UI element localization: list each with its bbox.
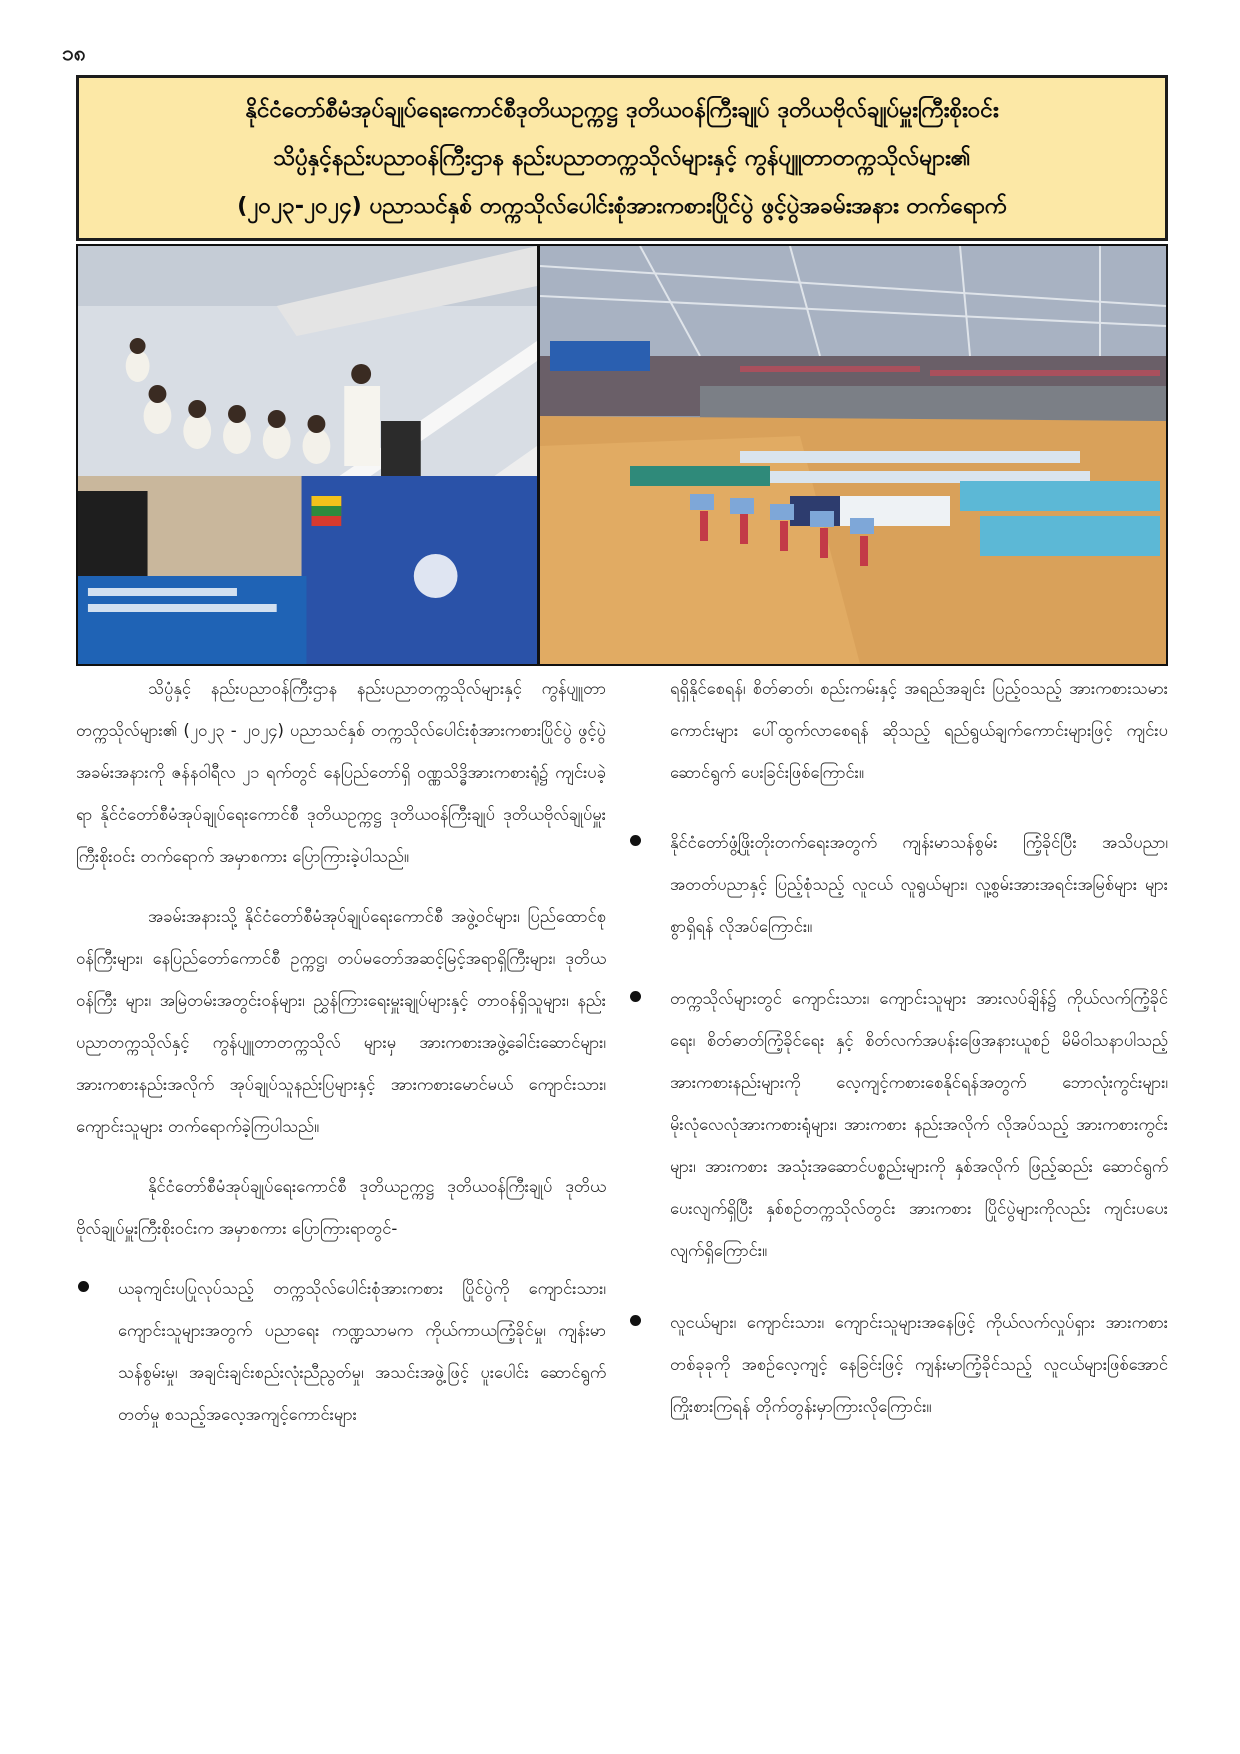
intro-paragraph: သိပ္ပံနှင့် နည်းပညာဝန်ကြီးဌာန နည်းပညာတက္ကသိုလ်များနှင့် ကွန်ပျူတာ တက္ကသိုလ်များ၏ (၂၀၂၃ - ၂၀၂၄) ပညာသင်နှစ် တက္ကသိုလ်ပေါင်းစုံအားကစားပြိုင်ပွဲ ဖွင့်ပွဲအခမ်းအနားကို ဇန်နဝါရီလ ၂၁ ရက်တွင် နေပြည်တော်ရှိ ဝဏ္ဏသိဒ္ဓိအားကစားရုံ၌ ကျင်းပခဲ့ရာ နိုင်ငံတော်စီမံအုပ်ချုပ်ရေးကောင်စီ ဒုတိယဥက္ကဋ္ဌ ဒုတိယဝန်ကြီးချုပ် ဒုတိယဗိုလ်ချုပ်မှူးကြီးစိုးဝင်း တက်ရောက် အမှာစကား ပြောကြားခဲ့ပါသည်။ <box>76 679 606 866</box>
speech-point-1 <box>76 1268 606 1436</box>
speech-point-2-text: နိုင်ငံတော်ဖွံ့ဖြိုးတိုးတက်ရေးအတွက် ကျန်းမာသန်စွမ်း ကြံ့ခိုင်ပြီး အသိပညာ၊ အတတ်ပညာနှင့် ပြည့်စုံသည့် လူငယ် လူရွယ်များ၊ လူ့စွမ်းအားအရင်းအမြစ်များ များစွာရှိရန် လိုအပ်ကြောင်း။ <box>670 833 1168 936</box>
speech-point-3 <box>628 978 1168 1272</box>
bullet-icon <box>630 1315 641 1326</box>
headline-box <box>76 75 1168 241</box>
opening-speech-podium-photo <box>78 246 540 664</box>
speech-point-4-text: လူငယ်များ၊ ကျောင်းသား၊ ကျောင်းသူများအနေဖြင့် ကိုယ်လက်လှုပ်ရှား အားကစားတစ်ခုခုကို အစဉ်လေ့ကျင့် နေခြင်းဖြင့် ကျန်းမာကြံ့ခိုင်သည့် လူငယ်များဖြစ်အောင် ကြိုးစားကြရန် တိုက်တွန်းမှာကြားလိုကြောင်း။ <box>670 1313 1168 1416</box>
stadium-scene-illustration <box>540 246 1166 664</box>
bullet-icon <box>630 835 641 846</box>
page-number: ၁၈ <box>62 41 86 65</box>
bullet-icon <box>630 991 641 1002</box>
photo-strip <box>76 244 1168 666</box>
bullet-icon <box>78 1281 89 1292</box>
headline-line-3: (၂၀၂၃-၂၀၂၄) ပညာသင်နှစ် တက္ကသိုလ်ပေါင်းစုံအားကစားပြိုင်ပွဲ ဖွင့်ပွဲအခမ်းအနား တက်ရောက် <box>237 193 1007 219</box>
speech-point-1-continuation: ရရှိနိုင်စေရန်၊ စိတ်ဓာတ်၊ စည်းကမ်းနှင့် အရည်အချင်း ပြည့်ဝသည့် အားကစားသမားကောင်းများ ပေါ်ထွက်လာစေရန် ဆိုသည့် ရည်ရွယ်ချက်ကောင်းများဖြင့် ကျင်းပဆောင်ရွက် ပေးခြင်းဖြစ်ကြောင်း။ <box>670 679 1168 782</box>
stadium-parade-photo <box>540 246 1166 664</box>
speech-scene-illustration <box>78 246 537 664</box>
headline-line-2: သိပ္ပံနှင့်နည်းပညာဝန်ကြီးဌာန နည်းပညာတက္ကသိုလ်များနှင့် ကွန်ပျူတာတက္ကသိုလ်များ၏ <box>273 145 971 171</box>
headline-line-1: နိုင်ငံတော်စီမံအုပ်ချုပ်ရေးကောင်စီဒုတိယဥက္ကဋ္ဌ ဒုတိယဝန်ကြီးချုပ် ဒုတိယဗိုလ်ချုပ်မှူးကြီးစိုးဝင်း <box>245 97 999 123</box>
speech-point-4 <box>628 1302 1168 1428</box>
speech-lead-paragraph: နိုင်ငံတော်စီမံအုပ်ချုပ်ရေးကောင်စီ ဒုတိယဥက္ကဋ္ဌ ဒုတိယဝန်ကြီးချုပ် ဒုတိယဗိုလ်ချုပ်မှူးကြီးစိုးဝင်းက အမှာစကား ပြောကြားရာတွင်- <box>76 1177 606 1238</box>
speech-point-3-text: တက္ကသိုလ်များတွင် ကျောင်းသား၊ ကျောင်းသူများ အားလပ်ချိန်၌ ကိုယ်လက်ကြံ့ခိုင်ရေး၊ စိတ်ဓာတ်ကြံ့ခိုင်ရေး နှင့် စိတ်လက်အပန်းဖြေအနားယူစဉ် မိမိဝါသနာပါသည့် အားကစားနည်းများကို လေ့ကျင့်ကစားစေနိုင်ရန်အတွက် ဘောလုံးကွင်းများ၊ မိုးလုံလေလုံအားကစားရုံများ၊ အားကစား နည်းအလိုက် လိုအပ်သည့် အားကစားကွင်းများ၊ အားကစား အသုံးအဆောင်ပစ္စည်းများကို နှစ်အလိုက် ဖြည့်ဆည်း ဆောင်ရွက်ပေးလျက်ရှိပြီး နှစ်စဉ်တက္ကသိုလ်တွင်း အားကစား ပြိုင်ပွဲများကိုလည်း ကျင်းပပေးလျက်ရှိကြောင်း။ <box>670 989 1168 1260</box>
article-left-column <box>76 668 606 1466</box>
speech-point-2 <box>628 822 1168 948</box>
speech-point-1-text: ယခုကျင်းပပြုလုပ်သည့် တက္ကသိုလ်ပေါင်းစုံအားကစား ပြိုင်ပွဲကို ကျောင်းသား၊ ကျောင်းသူများအတွက် ပညာရေး ကဏ္ဍသာမက ကိုယ်ကာယကြံ့ခိုင်မှု၊ ကျန်းမာသန်စွမ်းမှု၊ အချင်းချင်းစည်းလုံးညီညွတ်မှု၊ အသင်းအဖွဲ့ဖြင့် ပူးပေါင်း ဆောင်ရွက်တတ်မှု စသည့်အလေ့အကျင့်ကောင်းများ <box>118 1279 606 1424</box>
article-right-column <box>628 668 1168 1458</box>
attendees-paragraph: အခမ်းအနားသို့ နိုင်ငံတော်စီမံအုပ်ချုပ်ရေးကောင်စီ အဖွဲ့ဝင်များ၊ ပြည်ထောင်စုဝန်ကြီးများ၊ နေပြည်တော်ကောင်စီ ဥက္ကဋ္ဌ၊ တပ်မတော်အဆင့်မြင့်အရာရှိကြီးများ၊ ဒုတိယဝန်ကြီး များ၊ အမြဲတမ်းအတွင်းဝန်များ၊ ညွှန်ကြားရေးမှူးချုပ်များနှင့် တာဝန်ရှိသူများ၊ နည်းပညာတက္ကသိုလ်နှင့် ကွန်ပျူတာတက္ကသိုလ် များမှ အားကစားအဖွဲ့ခေါင်းဆောင်များ၊ အားကစားနည်းအလိုက် အုပ်ချုပ်သူနည်းပြများနှင့် အားကစားမောင်မယ် ကျောင်းသား၊ ကျောင်းသူများ တက်ရောက်ခဲ့ကြပါသည်။ <box>76 907 606 1136</box>
